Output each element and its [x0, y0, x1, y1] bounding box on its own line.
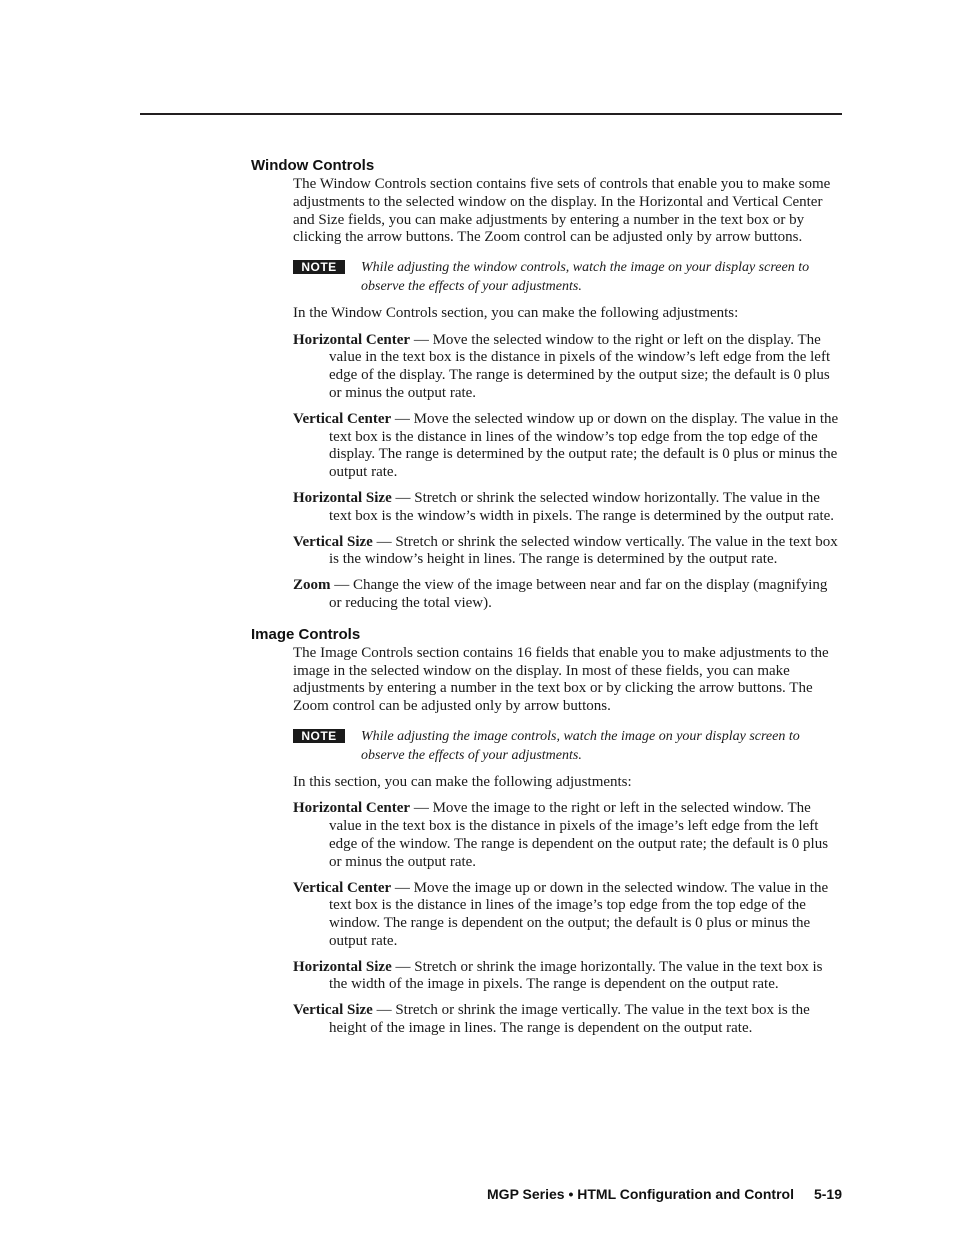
definition-desc: — Stretch or shrink the image vertically. The value in the text box is the height of the image in lines. The range is dependent on the output rate.	[329, 1002, 810, 1037]
definition-term: Horizontal Center	[293, 800, 411, 817]
definition-item	[293, 332, 841, 403]
note-badge: NOTE	[293, 729, 345, 743]
definition-desc: — Move the image to the right or left in the selected window. The value in the text box is the distance in pixels of the image’s left edge from the left edge of the window. The range is dependent on the output rate; the default is 0 plus or minus the output rate.	[329, 800, 829, 870]
definition-term: Vertical Center	[293, 410, 392, 427]
definition-desc: — Stretch or shrink the image horizontally. The value in the text box is the width of the image in pixels. The range is dependent on the output rate.	[329, 958, 823, 993]
definition-desc: — Move the image up or down in the selected window. The value in the text box is the distance in lines of the image’s top edge from the top edge of the window. The range is dependent on the output; the default is 0 plus or minus the output rate.	[329, 879, 829, 949]
image-controls-lead: In this section, you can make the following adjustments:	[293, 773, 632, 790]
note-text: While adjusting the window controls, watch the image on your display screen to observe the effects of your adjustments.	[361, 260, 810, 294]
window-controls-note	[293, 258, 841, 296]
image-controls-heading: Image Controls	[251, 625, 361, 643]
definition-item	[293, 959, 841, 995]
definition-term: Horizontal Size	[293, 489, 392, 506]
definition-desc: — Move the selected window up or down on the display. The value in the text box is the distance in lines of the window’s top edge from the top edge of the display. The range is determined by the output rate; the default is 0 plus or minus the output rate.	[329, 410, 839, 481]
definition-item	[293, 411, 841, 482]
definition-desc: — Move the selected window to the right or left on the display. The value in the text box is the distance in pixels of the window’s left edge from the left edge of the display. The range is determined by the output size; the default is 0 plus or minus the output rate.	[329, 331, 831, 401]
definition-term: Horizontal Size	[293, 958, 392, 975]
image-controls-intro: The Image Controls section contains 16 fields that enable you to make adjustments to the image in the selected window on the display. In most of these fields, you can make adjustments by entering a number in the text box or by clicking the arrow buttons. The Zoom control can be adjusted only by arrow buttons.	[293, 644, 829, 715]
header-rule	[140, 113, 842, 115]
definition-term: Horizontal Center	[293, 331, 411, 348]
definition-term: Vertical Size	[293, 1002, 373, 1019]
definition-item	[293, 534, 841, 570]
definition-desc: — Stretch or shrink the selected window horizontally. The value in the text box is the window’s width in pixels. The range is determined by the output rate.	[329, 489, 835, 524]
window-controls-heading: Window Controls	[251, 157, 375, 174]
window-controls-lead: In the Window Controls section, you can make the following adjustments:	[293, 304, 739, 321]
footer-title: MGP Series • HTML Configuration and Control	[487, 1186, 794, 1202]
definition-item	[293, 577, 841, 613]
definition-term: Vertical Size	[293, 533, 373, 550]
note-badge: NOTE	[293, 260, 345, 274]
window-controls-intro: The Window Controls section contains five sets of controls that enable you to make some adjustments to the selected window on the display. In the Horizontal and Vertical Center and Size fields, you can make adjustments by entering a number in the text box or by clicking the arrow buttons. The Zoom control can be adjusted only by arrow buttons.	[293, 176, 831, 246]
page-number: 5-19	[813, 1186, 842, 1202]
definition-term: Zoom	[293, 577, 331, 594]
image-controls-note	[293, 727, 841, 765]
page-footer	[487, 1184, 842, 1204]
definition-item	[293, 490, 841, 526]
definition-desc: — Change the view of the image between near and far on the display (magnifying or reducing the total view).	[329, 577, 828, 611]
definition-item	[293, 1002, 841, 1038]
definition-item	[293, 880, 841, 951]
note-text: While adjusting the image controls, watch the image on your display screen to observe the effects of your adjustments.	[361, 728, 800, 763]
definition-desc: — Stretch or shrink the selected window vertically. The value in the text box is the window’s height in lines. The range is determined by the output rate.	[329, 533, 838, 568]
definition-item	[293, 800, 841, 871]
page-content	[251, 156, 841, 1038]
definition-term: Vertical Center	[293, 879, 392, 896]
